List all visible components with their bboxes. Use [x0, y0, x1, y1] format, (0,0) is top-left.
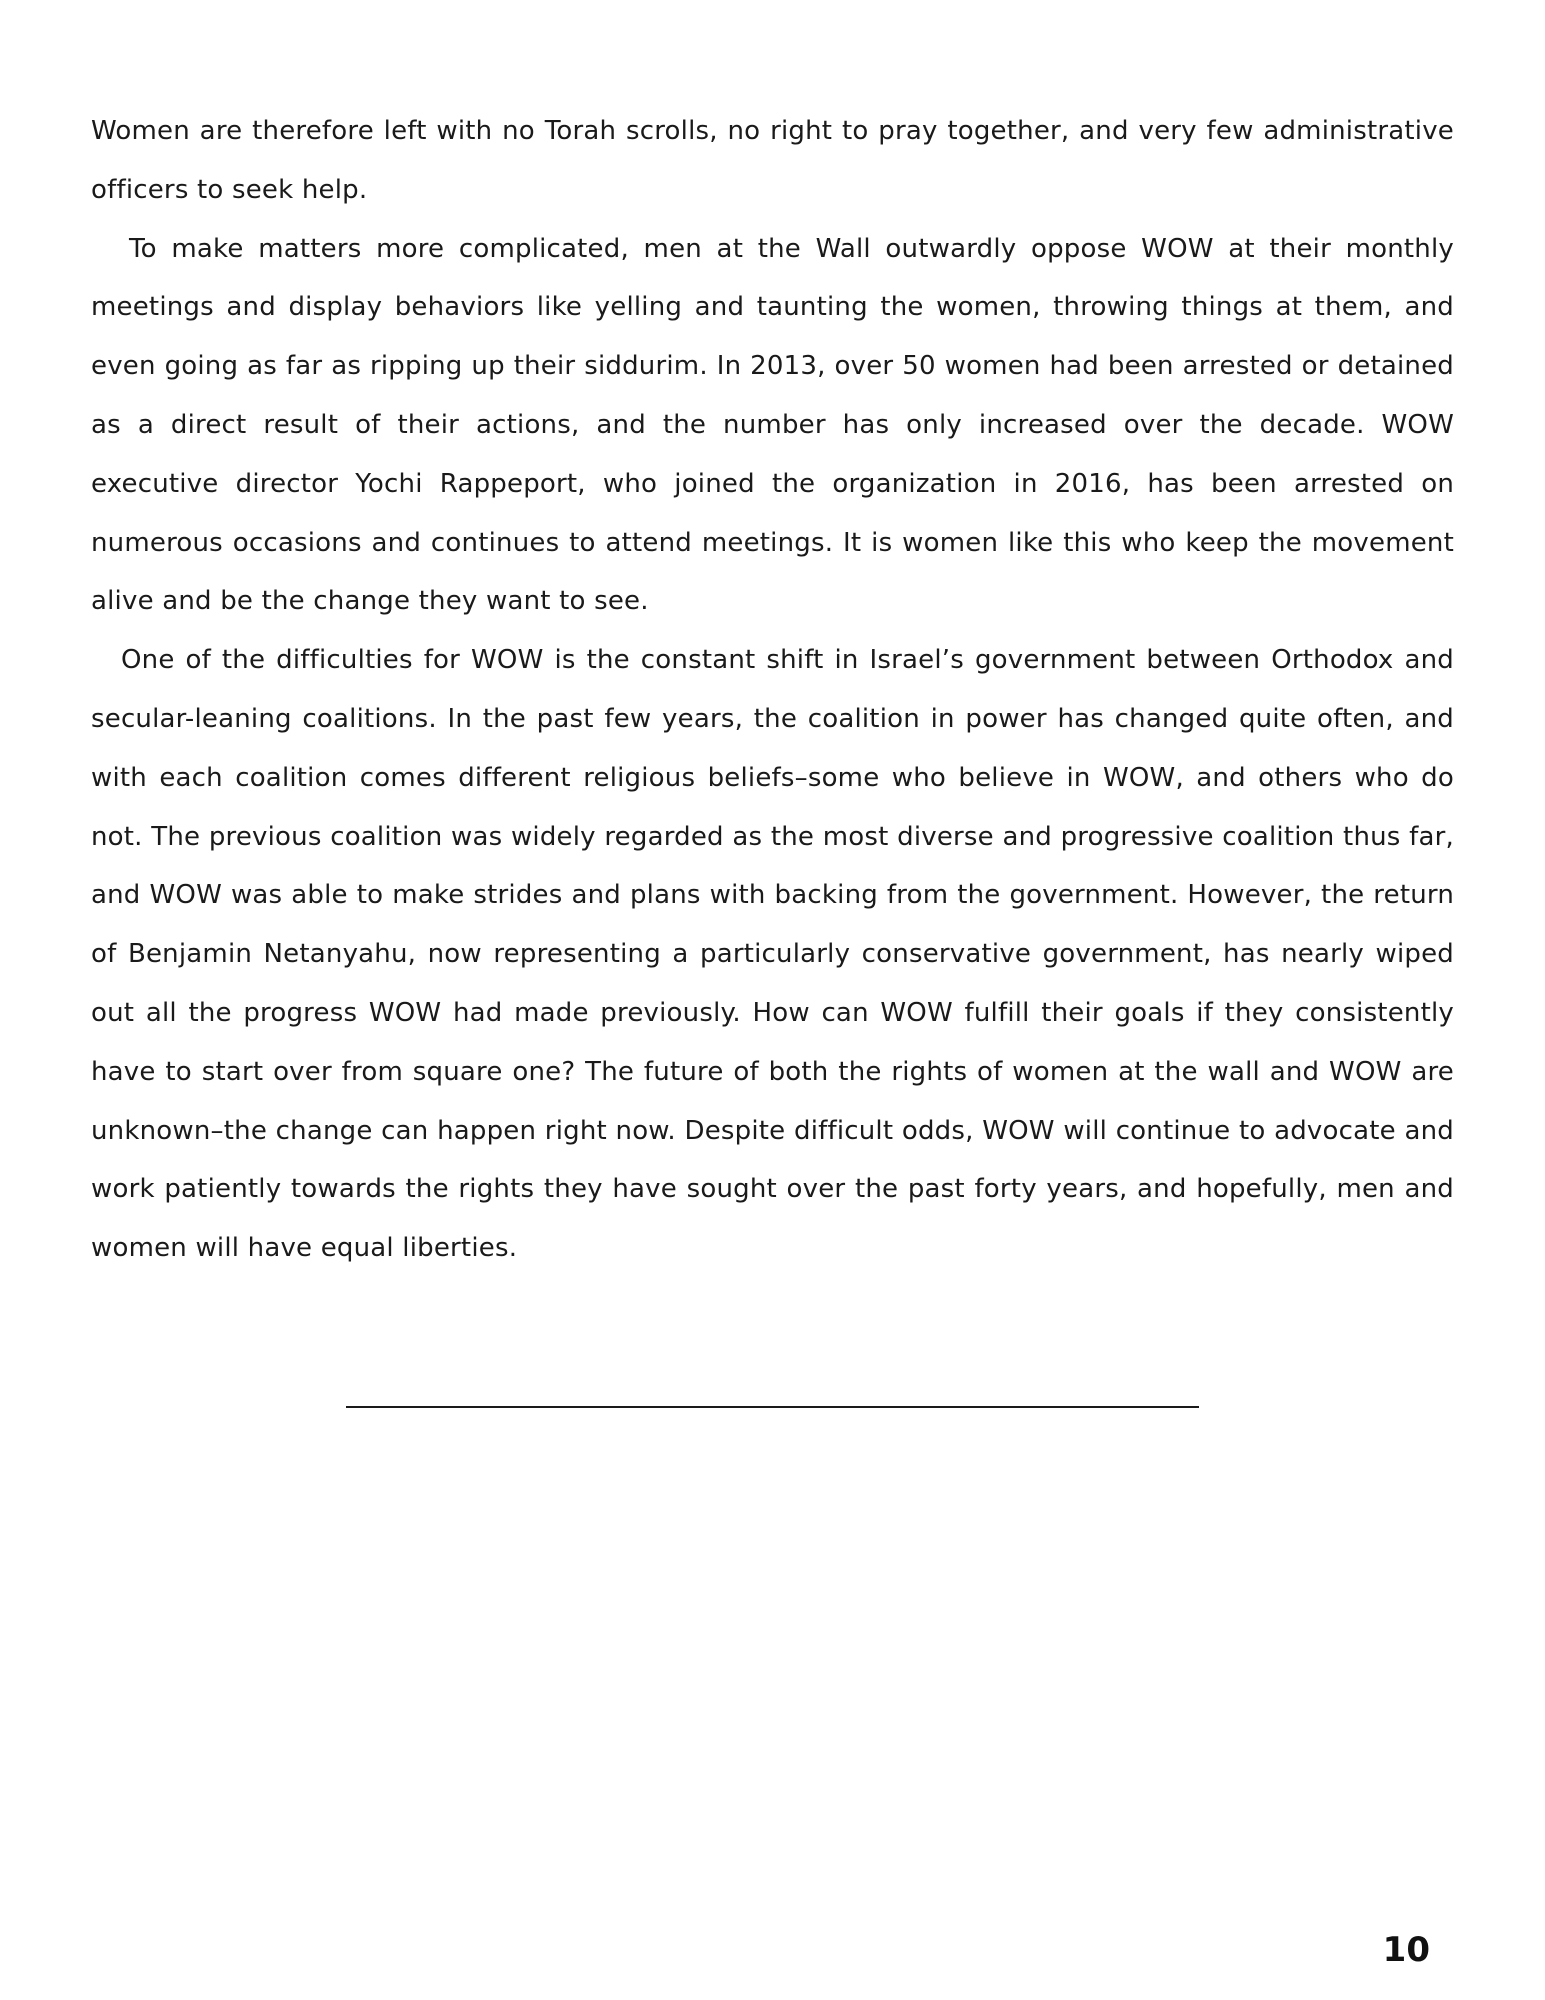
body-text	[91, 102, 1454, 1278]
paragraph-3: One of the difficulties for WOW is the constant shift in Israel’s government between Orthodox and secular-leaning coalitions. In the past few years, the coalition in power has changed quite often, and with each coalition comes different religious beliefs–some who believe in WOW, and others who do not. The previous coalition was widely regarded as the most diverse and progressive coalition thus far, and WOW was able to make strides and plans with backing from the government. However, the return of Benjamin Netanyahu, now representing a particularly conservative government, has nearly wiped out all the progress WOW had made previously. How can WOW fulfill their goals if they consistently have to start over from square one? The future of both the rights of women at the wall and WOW are unknown–the change can happen right now. Despite difficult odds, WOW will continue to advocate and work patiently towards the rights they have sought over the past forty years, and hopefully, men and women will have equal liberties.	[91, 645, 1454, 1264]
paragraph-2: To make matters more complicated, men at the Wall outwardly oppose WOW at their monthly meetings and display behaviors like yelling and taunting the women, throwing things at them, and even going as far as ripping up their siddurim. In 2013, over 50 women had been arrested or detained as a direct result of their actions, and the number has only increased over the decade. WOW executive director Yochi Rappeport, who joined the organization in 2016, has been arrested on numerous occasions and continues to attend meetings. It is women like this who keep the movement alive and be the change they want to see.	[91, 233, 1454, 617]
section-divider	[346, 1406, 1199, 1408]
page-number: 10	[1382, 1930, 1430, 1970]
paragraph-1: Women are therefore left with no Torah scrolls, no right to pray together, and very few administrative officers to seek help.	[91, 116, 1454, 205]
